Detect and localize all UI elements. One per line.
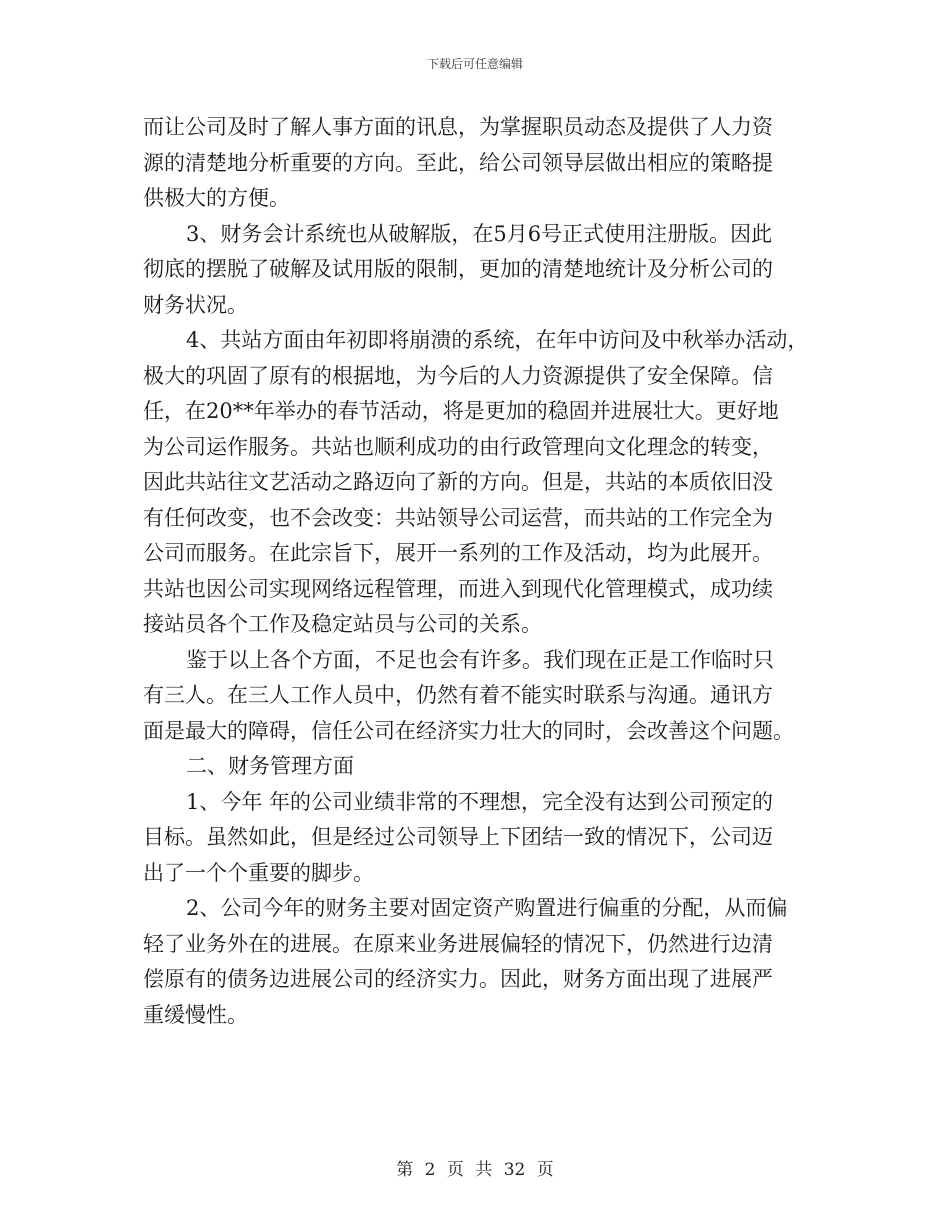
text-line: 2、公司今年的财务主要对固定资产购置进行偏重的分配，从而偏 xyxy=(186,896,788,920)
text-line: 公司而服务。在此宗旨下，展开一系列的工作及活动，均为此展开。 xyxy=(143,541,773,565)
text-line: 出了一个个重要的脚步。 xyxy=(143,860,374,885)
page-footer: 第 2 页 共 32 页 xyxy=(396,1160,554,1180)
text-line: 任，在20**年举办的春节活动，将是更加的稳固并进展壮大。更好地 xyxy=(143,399,779,423)
text-line: 而让公司及时了解人事方面的讯息，为掌握职员动态及提供了人力资 xyxy=(143,115,773,139)
text-line: 轻了业务外在的进展。在原来业务进展偏轻的情况下，仍然进行边清 xyxy=(143,931,773,956)
text-line: 极大的巩固了原有的根据地，为今后的人力资源提供了安全保障。信 xyxy=(143,363,773,388)
text-line: 供极大的方便。 xyxy=(143,186,290,210)
text-line: 共站也因公司实现网络远程管理，而进入到现代化管理模式，成功续 xyxy=(143,576,773,601)
text-line: 3、财务会计系统也从破解版，在5月6号正式使用注册版。因此 xyxy=(186,221,773,246)
text-line: 二、财务管理方面 xyxy=(186,754,354,778)
text-line: 面是最大的障碍，信任公司在经济实力壮大的同时，会改善这个问题。 xyxy=(143,718,794,743)
text-line: 1、今年 年的公司业绩非常的不理想，完全没有达到公司预定的 xyxy=(186,789,774,814)
text-line: 彻底的摆脱了破解及试用版的限制，更加的清楚地统计及分析公司的 xyxy=(143,257,773,281)
text-line: 有三人。在三人工作人员中，仍然有着不能实时联系与沟通。通讯方 xyxy=(143,683,773,707)
text-line: 因此共站往文艺活动之路迈向了新的方向。但是，共站的本质依旧没 xyxy=(143,470,773,494)
text-line: 鉴于以上各个方面，不足也会有许多。我们现在正是工作临时只 xyxy=(186,647,774,672)
text-line: 重缓慢性。 xyxy=(143,1002,248,1027)
page-header: 下载后可任意编辑 xyxy=(426,57,523,71)
text-line: 为公司运作服务。共站也顺利成功的由行政管理向文化理念的转变， xyxy=(143,434,773,459)
text-line: 目标。虽然如此，但是经过公司领导上下团结一致的情况下，公司迈 xyxy=(143,825,773,849)
text-line: 接站员各个工作及稳定站员与公司的关系。 xyxy=(143,612,542,636)
text-line: 偿原有的债务边进展公司的经济实力。因此，财务方面出现了进展严 xyxy=(143,967,773,991)
text-line: 有任何改变，也不会改变：共站领导公司运营，而共站的工作完全为 xyxy=(143,505,773,530)
text-line: 财务状况。 xyxy=(143,292,248,317)
text-line: 源的清楚地分析重要的方向。至此，给公司领导层做出相应的策略提 xyxy=(143,150,773,175)
text-line: 4、共站方面由年初即将崩溃的系统，在年中访问及中秋举办活动， xyxy=(186,328,809,352)
document-body xyxy=(143,110,811,1033)
